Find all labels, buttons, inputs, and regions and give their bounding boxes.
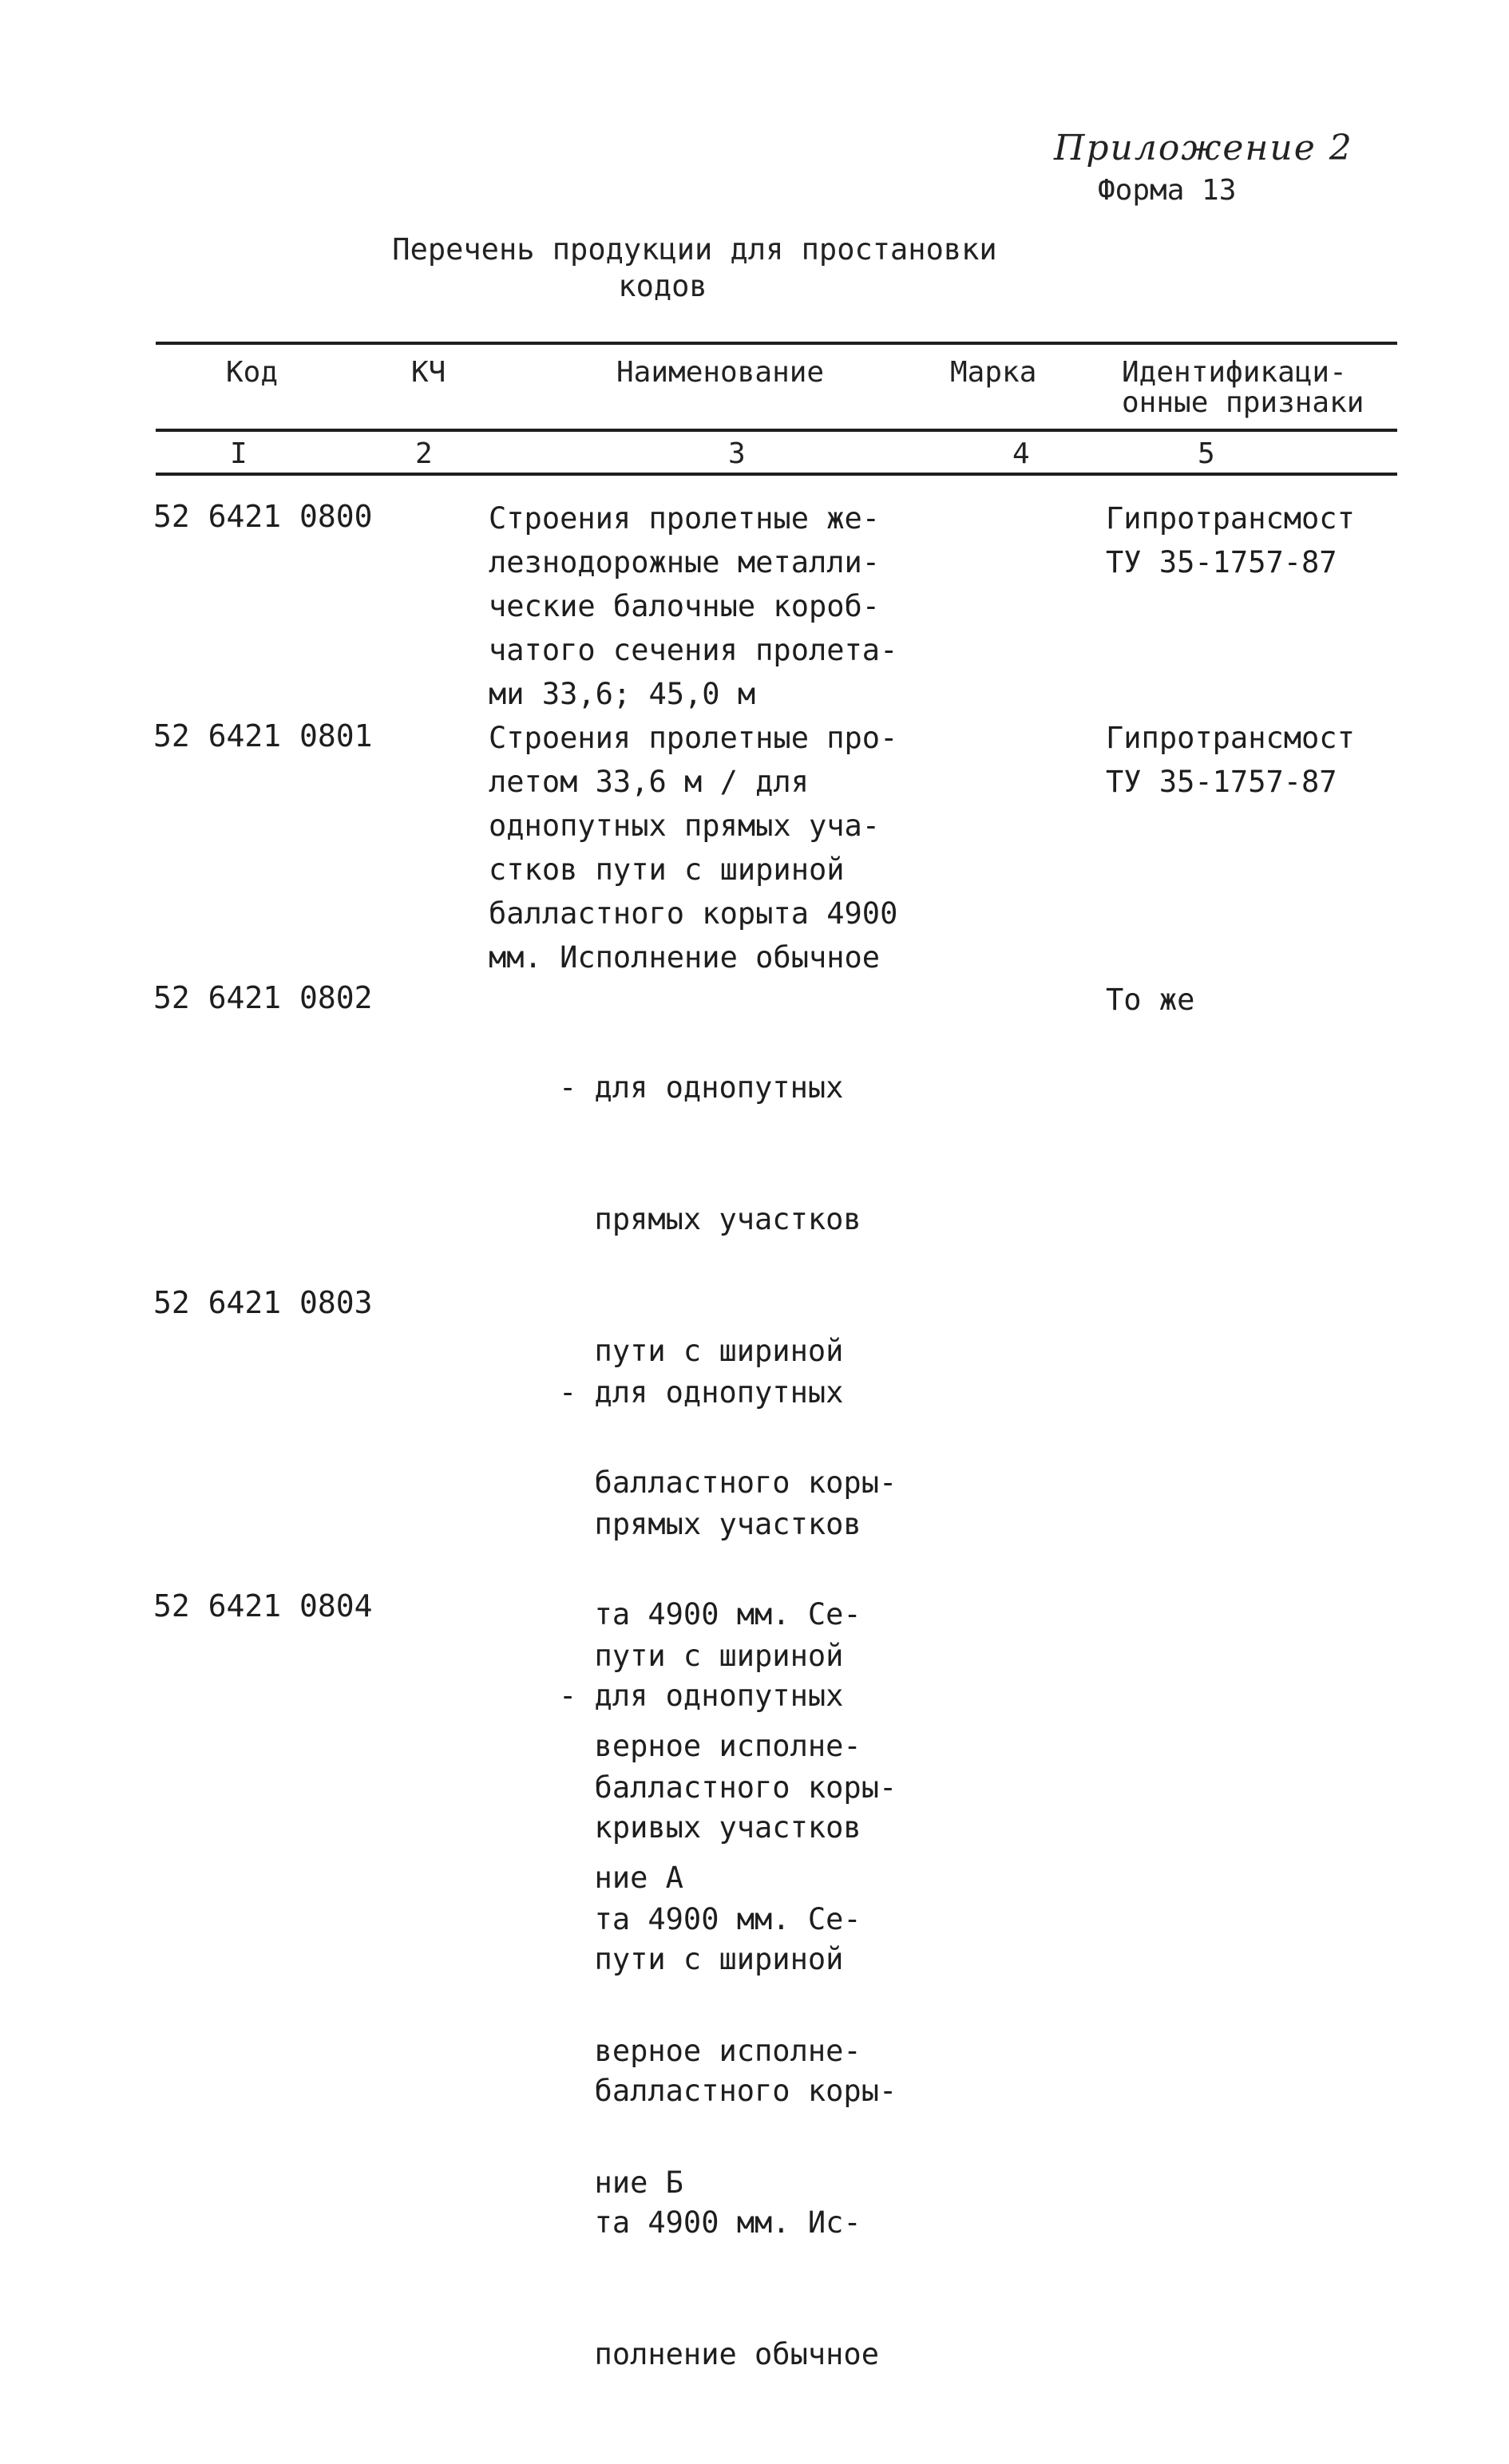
name-line: чатого сечения пролета- (489, 633, 898, 667)
column-number-3: 3 (728, 437, 746, 470)
name-line: - для однопутных (559, 1375, 844, 1410)
row-ident (1106, 716, 1355, 804)
header-name: Наименование (616, 356, 825, 389)
name-line: та 4900 мм. Ис- (559, 2205, 861, 2240)
ident-line: ТУ 35-1757-87 (1106, 545, 1337, 579)
row-ident (1106, 496, 1355, 584)
form-number-label: Форма 13 (1098, 174, 1237, 207)
column-number-5: 5 (1198, 437, 1215, 470)
row-code: 52 6421 0802 (153, 980, 373, 1015)
document-title (367, 231, 1022, 305)
title-line-2: кодов (618, 269, 707, 303)
row-code: 52 6421 0803 (153, 1285, 373, 1320)
header-bottom-rule (156, 429, 1397, 432)
column-number-2: 2 (415, 437, 433, 470)
name-line: полнение обычное (559, 2337, 879, 2371)
row-code: 52 6421 0800 (153, 499, 373, 534)
name-line: пути с шириной (559, 1334, 844, 1368)
name-line: балластного коры- (559, 1465, 897, 1500)
name-line: прямых участков (559, 1202, 861, 1236)
name-line: та 4900 мм. Се- (559, 1597, 861, 1631)
header-kch: КЧ (411, 356, 446, 389)
column-numbers-rule (156, 473, 1397, 476)
header-ident (1122, 358, 1364, 418)
name-line: верное исполне- (559, 1729, 861, 1763)
name-line: ческие балочные короб- (489, 589, 881, 623)
name-line: ние А (559, 1861, 683, 1895)
row-code: 52 6421 0804 (153, 1588, 373, 1624)
name-line: - для однопутных (559, 1070, 844, 1105)
title-line-1: Перечень продукции для простановки (392, 232, 997, 267)
name-line: балластного корыта 4900 (489, 896, 898, 931)
name-line: Строения пролетные про- (489, 721, 898, 755)
column-number-1: I (230, 437, 248, 470)
row-code: 52 6421 0801 (153, 718, 373, 753)
row-name (559, 1586, 897, 2464)
header-ident-line-2: онные признаки (1122, 386, 1364, 419)
appendix-handwritten-label: Приложение 2 (1054, 128, 1353, 168)
ident-line: ТУ 35-1757-87 (1106, 765, 1337, 799)
name-line: ми 33,6; 45,0 м (489, 677, 756, 711)
name-line: та 4900 мм. Се- (559, 1902, 861, 1936)
name-line: верное исполне- (559, 2034, 861, 2068)
header-code: Код (226, 356, 279, 389)
name-line: кривых участков (559, 1810, 861, 1845)
name-line: пути с шириной (559, 1639, 844, 1673)
name-line: лезнодорожные металли- (489, 545, 881, 579)
name-line: ние Б (559, 2165, 683, 2200)
name-line: балластного коры- (559, 2074, 897, 2108)
name-line: Строения пролетные же- (489, 501, 881, 536)
name-line: летом 33,6 м / для (489, 765, 809, 799)
name-line: пути с шириной (559, 1942, 844, 1976)
column-number-4: 4 (1012, 437, 1030, 470)
table-top-rule (156, 342, 1397, 345)
row-ident (1106, 978, 1194, 1022)
name-line: - для однопутных (559, 1679, 844, 1713)
name-line: прямых участков (559, 1507, 861, 1541)
ident-line: Гипротрансмост (1106, 501, 1355, 536)
name-line: однопутных прямых уча- (489, 809, 881, 843)
ident-line: Гипротрансмост (1106, 721, 1355, 755)
row-name (489, 716, 897, 979)
header-mark: Марка (950, 356, 1037, 389)
name-line: стков пути с шириной (489, 852, 845, 887)
name-line: мм. Исполнение обычное (489, 940, 881, 975)
ident-line: То же (1106, 983, 1195, 1017)
name-line: балластного коры- (559, 1770, 897, 1805)
header-ident-line-1: Идентификаци- (1122, 356, 1347, 389)
row-name (489, 496, 897, 716)
